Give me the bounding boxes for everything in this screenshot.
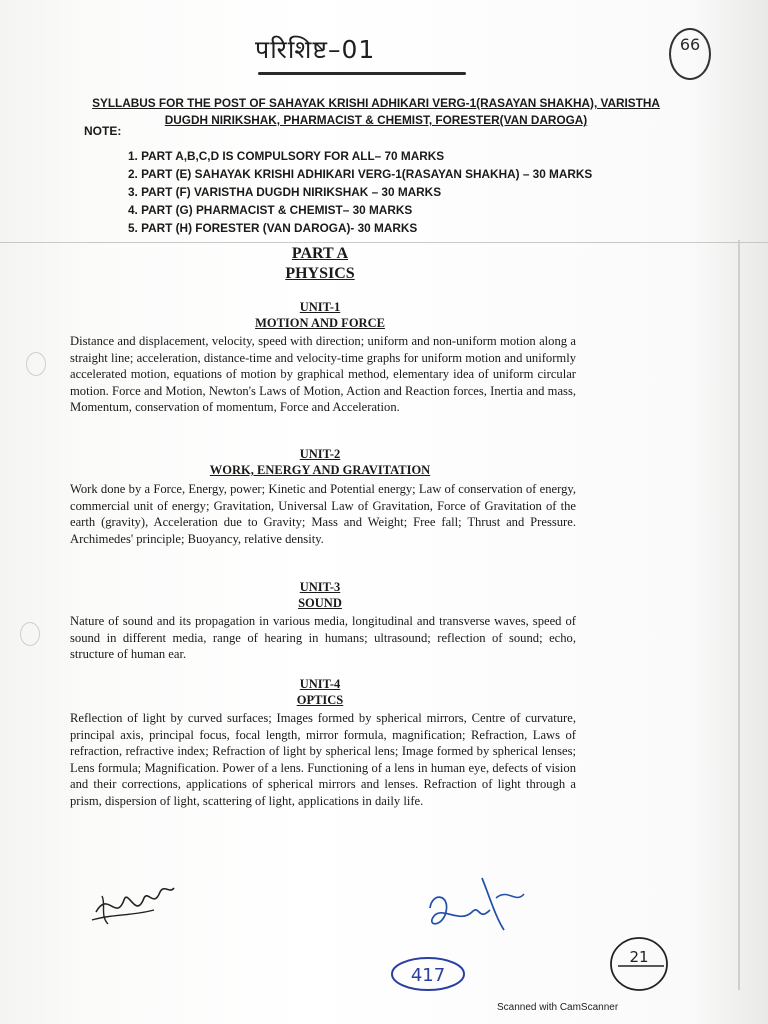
circled-page-mark: 66 <box>669 28 711 80</box>
unit-2-text: Work done by a Force, Energy, power; Kinetic and Potential energy; Law of conservation of energy, commercial unit of energy; Gravitation, Universal Law of Gravitation, Force of Gravitation of the earth (gravity), Acceleration due to Gravity; Mass and Weight; Free fall; Thrust and Pressure. Archimedes' principle; Buoyancy, relative density. <box>70 482 576 546</box>
note-list <box>128 147 592 237</box>
signature-left <box>88 870 178 930</box>
subject-title: PHYSICS <box>285 265 355 282</box>
svg-text:21: 21 <box>629 948 649 966</box>
unit-3-text: Nature of sound and its propagation in various media, longitudinal and transverse waves, speed of sound in different media, range of hearing in humans; ultrasound; reflection of sound; echo, structure of human ear. <box>70 614 576 661</box>
punch-hole <box>26 352 46 376</box>
signature-right <box>420 868 530 948</box>
punch-hole <box>20 622 40 646</box>
note-item: 5. PART (H) FORESTER (VAN DAROGA)- 30 MARKS <box>128 221 418 235</box>
circled-stamp-number <box>604 932 674 994</box>
scanner-watermark: Scanned with CamScanner <box>497 1002 619 1013</box>
unit-3-title: SOUND <box>298 596 342 610</box>
title-underline <box>258 72 466 75</box>
unit-4-number: UNIT-4 <box>299 677 341 691</box>
hindi-annexure-title: परिशिष्ट–01 <box>255 35 376 64</box>
unit-4-title: OPTICS <box>296 693 344 707</box>
note-item: 4. PART (G) PHARMACIST & CHEMIST– 30 MARKS <box>128 203 413 217</box>
note-label: NOTE: <box>84 124 122 138</box>
page-edge <box>738 240 740 990</box>
unit-2-title: WORK, ENERGY AND GRAVITATION <box>209 463 431 477</box>
part-label: PART A <box>291 245 349 262</box>
unit-1-number: UNIT-1 <box>299 300 341 314</box>
syllabus-heading: SYLLABUS FOR THE POST OF SAHAYAK KRISHI ADHIKARI VERG-1(RASAYAN SHAKHA), VARISTHA DUGDH NIRIKSHAK, PHARMACIST & CHEMIST, FORESTER(VAN DAROGA) <box>92 96 660 127</box>
note-item: 2. PART (E) SAHAYAK KRISHI ADHIKARI VERG-1(RASAYAN SHAKHA) – 30 MARKS <box>128 167 593 181</box>
note-item: 1. PART A,B,C,D IS COMPULSORY FOR ALL– 70 MARKS <box>128 149 445 163</box>
unit-1-text: Distance and displacement, velocity, speed with direction; uniform and non-uniform motion along a straight line; acceleration, distance-time and velocity-time graphs for uniform motion and uniformly accelerated motion, equations of motion by graphical method, elementary idea of uniform circular motion. Force and Motion, Newton's Laws of Motion, Action and Reaction forces, Inertia and mass, Momentum, conservation of momentum, Force and Acceleration. <box>70 334 576 414</box>
note-item: 3. PART (F) VARISTHA DUGDH NIRIKSHAK – 30 MARKS <box>128 185 442 199</box>
unit-3-number: UNIT-3 <box>299 580 341 594</box>
svg-text:417: 417 <box>410 965 446 986</box>
unit-1-title: MOTION AND FORCE <box>255 316 385 330</box>
unit-4-text: Reflection of light by curved surfaces; Images formed by spherical mirrors, Centre of curvature, principal axis, principal focus, focal length, mirror formula, magnification; Refraction, Laws of refraction, refractive index; Refraction of light by spherical lens; Image formed by spherical lenses; Lens formula; Magnification. Power of a lens. Functioning of a lens in human eye, defects of vision and their corrections, applications of spherical mirrors and lenses. Refraction of light through a prism, dispersion of light, scattering of light, applications in daily life. <box>70 711 576 808</box>
circled-page-number <box>388 954 468 994</box>
scan-fold-line <box>0 242 768 243</box>
unit-2-number: UNIT-2 <box>299 447 341 461</box>
